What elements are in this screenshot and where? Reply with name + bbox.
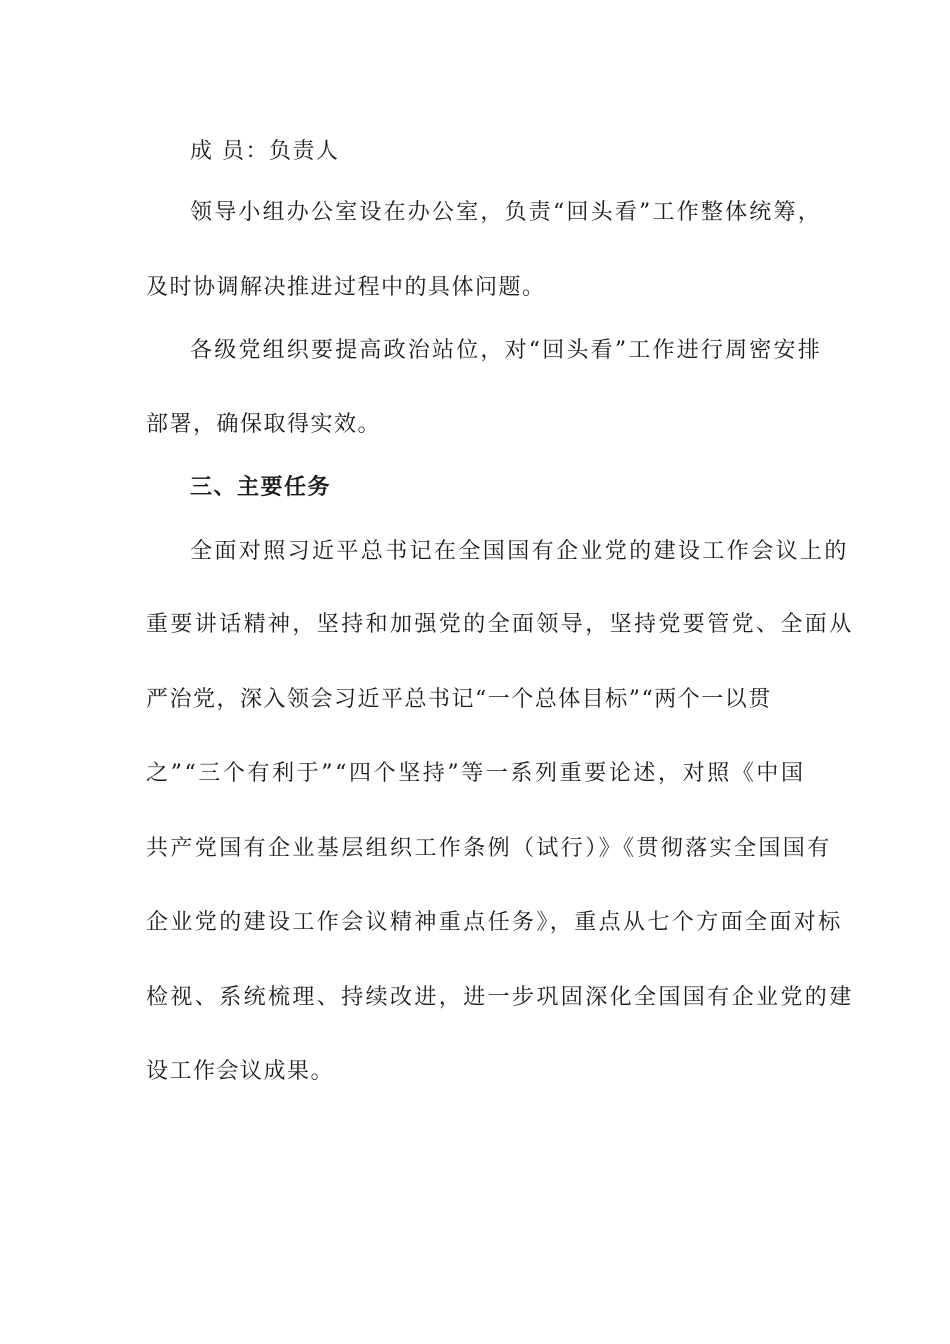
paragraph-line: 及时协调解决推进过程中的具体问题。 [146, 275, 546, 300]
paragraph-line: 企业党的建设工作会议精神重点任务》，重点从七个方面全面对标 [146, 910, 843, 935]
paragraph-line: 领导小组办公室设在办公室，负责“回头看”工作整体统筹， [190, 200, 822, 225]
section-heading: 三、主要任务 [190, 475, 332, 500]
paragraph-line: 严治党，深入领会习近平总书记“一个总体目标”“两个一以贯 [146, 687, 772, 712]
paragraph-line: 全面对照习近平总书记在全国国有企业党的建设工作会议上的 [190, 539, 849, 564]
paragraph-line: 共产党国有企业基层组织工作条例（试行）》《贯彻落实全国国有 [146, 836, 832, 861]
paragraph-line: 部署，确保取得实效。 [146, 412, 382, 437]
paragraph-line: 设工作会议成果。 [146, 1059, 335, 1084]
members-line: 成 员：负责人 [190, 139, 340, 164]
paragraph-line: 之”“三个有利于”“四个坚持”等一系列重要论述，对照《中国 [146, 761, 806, 786]
paragraph-line: 检视、系统梳理、持续改进，进一步巩固深化全国国有企业党的建 [146, 985, 854, 1010]
paragraph-line: 重要讲话精神，坚持和加强党的全面领导，坚持党要管党、全面从 [146, 612, 854, 637]
paragraph-line: 各级党组织要提高政治站位，对“回头看”工作进行周密安排 [190, 338, 822, 363]
